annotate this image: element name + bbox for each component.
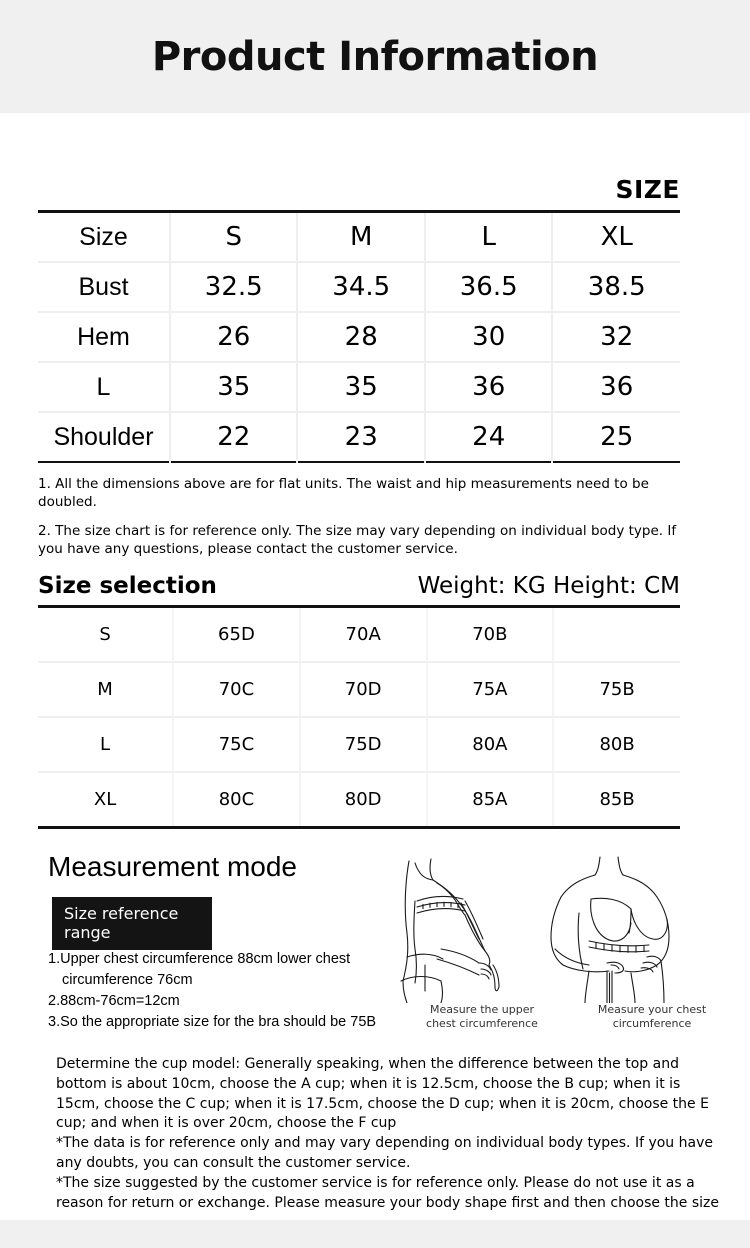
- size-table-cell: L: [425, 212, 552, 263]
- size-table-cell: 22: [170, 412, 297, 462]
- illustration-caption-left: [407, 1003, 557, 1032]
- size-table-container: [38, 210, 680, 463]
- selection-cell: 80C: [173, 772, 300, 828]
- selection-cell: 70B: [427, 606, 554, 662]
- selection-cell: 80D: [300, 772, 427, 828]
- illustration-caption-right: [577, 1003, 727, 1032]
- size-section-label: SIZE: [615, 175, 680, 204]
- selection-cell: 85A: [427, 772, 554, 828]
- table-row: [38, 772, 680, 828]
- size-table-cell: 24: [425, 412, 552, 462]
- size-table-cell: 35: [297, 362, 424, 412]
- size-table-cell: 38.5: [552, 262, 680, 312]
- size-table-row-label: L: [38, 362, 170, 412]
- page-header: [0, 0, 750, 113]
- size-selection-header: [38, 573, 680, 599]
- selection-cell: 70A: [300, 606, 427, 662]
- measurement-diagram-svg: [385, 853, 745, 1003]
- measurement-mode-title: Measurement mode: [48, 850, 298, 882]
- illustration-caption-left-line1: Measure the upper: [429, 1002, 535, 1016]
- size-selection-title: Size selection: [38, 572, 217, 599]
- table-row: [38, 262, 680, 312]
- size-table-cell: S: [170, 212, 297, 263]
- size-table-cell: 32.5: [170, 262, 297, 312]
- size-table-cell: 36.5: [425, 262, 552, 312]
- size-table-cell: 30: [425, 312, 552, 362]
- selection-cell: 80A: [427, 717, 554, 772]
- size-table-cell: 25: [552, 412, 680, 462]
- size-note-1: 1. All the dimensions above are for flat units. The waist and hip measurements need to be doubled.: [38, 476, 649, 510]
- size-table-row-label: Bust: [38, 262, 170, 312]
- size-selection-units: Weight: KG Height: CM: [417, 572, 680, 599]
- selection-cell: 75B: [553, 662, 680, 717]
- selection-row-label: M: [38, 662, 173, 717]
- measurement-step-1-cont: circumference 76cm: [62, 971, 193, 988]
- size-table-cell: 26: [170, 312, 297, 362]
- selection-row-label: L: [38, 717, 173, 772]
- measurement-step-2: 2.88cm-76cm=12cm: [48, 992, 180, 1009]
- illustration-caption-right-line1: Measure your chest: [597, 1002, 707, 1016]
- size-table: [38, 210, 680, 463]
- selection-cell: 75C: [173, 717, 300, 772]
- size-table-cell: 34.5: [297, 262, 424, 312]
- measurement-illustrations: [385, 853, 745, 1043]
- selection-cell: 75D: [300, 717, 427, 772]
- table-row: [38, 212, 680, 263]
- selection-cell: 70C: [173, 662, 300, 717]
- page-title: Product Information: [151, 33, 599, 80]
- table-row: [38, 717, 680, 772]
- selection-cell: [553, 606, 680, 662]
- selection-row-label: S: [38, 606, 173, 662]
- measurement-steps: [48, 949, 388, 1033]
- selection-cell: 75A: [427, 662, 554, 717]
- disclaimer-2: *The size suggested by the customer service is for reference only. Please do not use it as a reason for return or exchange. Please measure your body shape first and then choose the size: [56, 1175, 719, 1211]
- size-notes: [38, 476, 688, 559]
- size-note-2: 2. The size chart is for reference only. The size may vary depending on individual body type. If you have any questions, please contact the customer service.: [38, 522, 677, 557]
- size-table-cell: M: [297, 212, 424, 263]
- selection-cell: 85B: [553, 772, 680, 828]
- page-footer-band: [0, 1220, 750, 1248]
- illustration-caption-right-line2: circumference: [612, 1017, 692, 1031]
- size-table-row-label: Hem: [38, 312, 170, 362]
- size-selection-table-container: [38, 605, 680, 829]
- disclaimer-1: *The data is for reference only and may vary depending on individual body types. If you have any doubts, you can consult the customer service.: [56, 1135, 713, 1172]
- selection-row-label: XL: [93, 788, 117, 810]
- table-row: [38, 662, 680, 717]
- selection-cell: 70D: [300, 662, 427, 717]
- table-row: [38, 412, 680, 462]
- selection-cell: 65D: [173, 606, 300, 662]
- measurement-step-3: 3.So the appropriate size for the bra should be 75B: [48, 1013, 377, 1030]
- size-table-cell: 28: [297, 312, 424, 362]
- measurement-step-1: 1.Upper chest circumference 88cm lower chest: [48, 950, 351, 967]
- size-table-cell: 36: [425, 362, 552, 412]
- size-table-cell: 35: [170, 362, 297, 412]
- size-table-row-label: Shoulder: [53, 422, 154, 451]
- measurement-mode-section: [0, 851, 750, 1051]
- size-label-row: [0, 175, 750, 204]
- table-row: [38, 312, 680, 362]
- cup-model-paragraph: Determine the cup model: Generally speaking, when the difference between the top and bottom is about 10cm, choose the A cup; when it is 12.5cm, choose the B cup; when it is 15cm, choose the C cup; when it is 17.5cm, choose the D cup; when it is 20cm, choose the E cup; and when it is over 20cm, choose the F cup: [56, 1055, 709, 1132]
- size-table-cell: 32: [552, 312, 680, 362]
- footnotes: [56, 1055, 726, 1214]
- size-selection-table: [38, 605, 680, 829]
- selection-cell: 80B: [553, 717, 680, 772]
- size-reference-range-badge: Size reference range: [52, 897, 212, 950]
- size-table-cell: 23: [297, 412, 424, 462]
- size-table-row-label: Size: [38, 212, 170, 263]
- size-table-cell: XL: [552, 212, 680, 263]
- table-row: [38, 606, 680, 662]
- page-body: [0, 175, 750, 1229]
- illustration-caption-left-line2: chest circumference: [426, 1017, 538, 1031]
- size-table-cell: 36: [552, 362, 680, 412]
- table-row: [38, 362, 680, 412]
